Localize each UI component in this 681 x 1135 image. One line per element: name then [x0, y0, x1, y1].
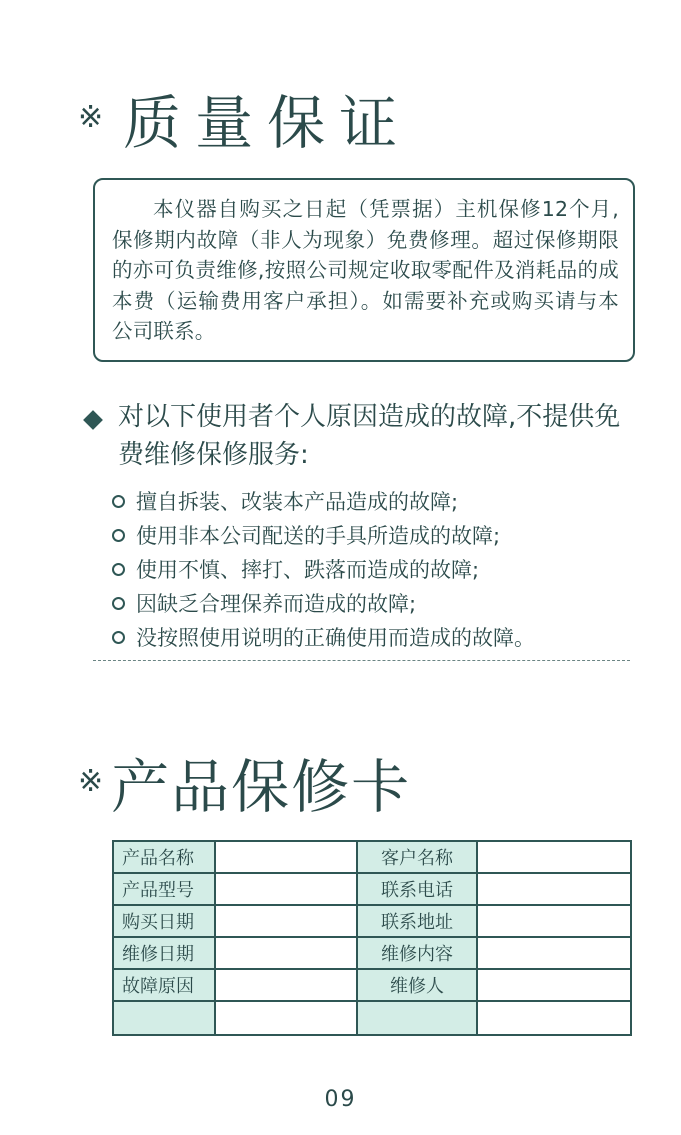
field-label	[113, 1001, 215, 1035]
table-row	[113, 905, 631, 937]
warranty-title-text: 质量保证	[123, 89, 412, 157]
reference-mark-icon: ※	[78, 100, 118, 135]
warranty-terms-text: 本仪器自购买之日起（凭票据）主机保修12个月,保修期内故障（非人为现象）免费修理。超过保修期限的亦可负责维修,按照公司规定收取零配件及消耗品的成本费（运输费用客户承担）。如需要补充或购买请与本公司联系。	[112, 197, 619, 343]
page-number: 09	[324, 1087, 357, 1112]
table-row	[113, 1001, 631, 1035]
circle-bullet-icon	[112, 631, 125, 644]
list-item-text: 擅自拆装、改装本产品造成的故障;	[136, 490, 459, 514]
list-item-text: 使用非本公司配送的手具所造成的故障;	[136, 524, 501, 548]
field-value-cell[interactable]	[477, 873, 631, 905]
exclusion-heading	[82, 398, 642, 474]
list-item-text: 使用不慎、摔打、跌落而造成的故障;	[136, 558, 480, 582]
field-value-cell[interactable]	[215, 873, 357, 905]
dashed-divider	[93, 660, 630, 661]
field-label: 维修人	[357, 969, 477, 1001]
list-item	[112, 586, 535, 620]
reference-mark-icon: ※	[78, 764, 106, 799]
warranty-section-title	[78, 76, 411, 160]
field-value-cell[interactable]	[477, 937, 631, 969]
circle-bullet-icon	[112, 529, 125, 542]
field-value-cell[interactable]	[477, 1001, 631, 1035]
field-value-cell[interactable]	[215, 969, 357, 1001]
field-value-cell[interactable]	[477, 841, 631, 873]
circle-bullet-icon	[112, 597, 125, 610]
field-label: 故障原因	[113, 969, 215, 1001]
list-item	[112, 518, 535, 552]
circle-bullet-icon	[112, 495, 125, 508]
field-value-cell[interactable]	[215, 905, 357, 937]
table-row	[113, 937, 631, 969]
circle-bullet-icon	[112, 563, 125, 576]
warranty-terms-box	[93, 178, 635, 362]
field-label: 购买日期	[113, 905, 215, 937]
field-value-cell[interactable]	[477, 905, 631, 937]
exclusion-list	[112, 484, 535, 654]
warranty-card-title	[78, 740, 411, 824]
field-value-cell[interactable]	[215, 1001, 357, 1035]
field-label: 联系电话	[357, 873, 477, 905]
list-item	[112, 484, 535, 518]
list-item-text: 因缺乏合理保养而造成的故障;	[136, 592, 417, 616]
field-label: 维修日期	[113, 937, 215, 969]
field-value-cell[interactable]	[215, 937, 357, 969]
warranty-card-title-text: 产品保修卡	[111, 753, 412, 821]
field-label: 维修内容	[357, 937, 477, 969]
warranty-card-table	[112, 840, 632, 1036]
field-label: 产品名称	[113, 841, 215, 873]
field-label	[357, 1001, 477, 1035]
table-row	[113, 873, 631, 905]
field-value-cell[interactable]	[477, 969, 631, 1001]
exclusion-heading-text: 对以下使用者个人原因造成的故障,不提供免费维修保修服务:	[118, 402, 621, 470]
list-item-text: 没按照使用说明的正确使用而造成的故障。	[136, 626, 535, 650]
field-label: 客户名称	[357, 841, 477, 873]
diamond-bullet-icon	[83, 410, 103, 430]
list-item	[112, 552, 535, 586]
field-label: 产品型号	[113, 873, 215, 905]
field-value-cell[interactable]	[215, 841, 357, 873]
field-label: 联系地址	[357, 905, 477, 937]
table-row	[113, 969, 631, 1001]
table-row	[113, 841, 631, 873]
list-item	[112, 620, 535, 654]
